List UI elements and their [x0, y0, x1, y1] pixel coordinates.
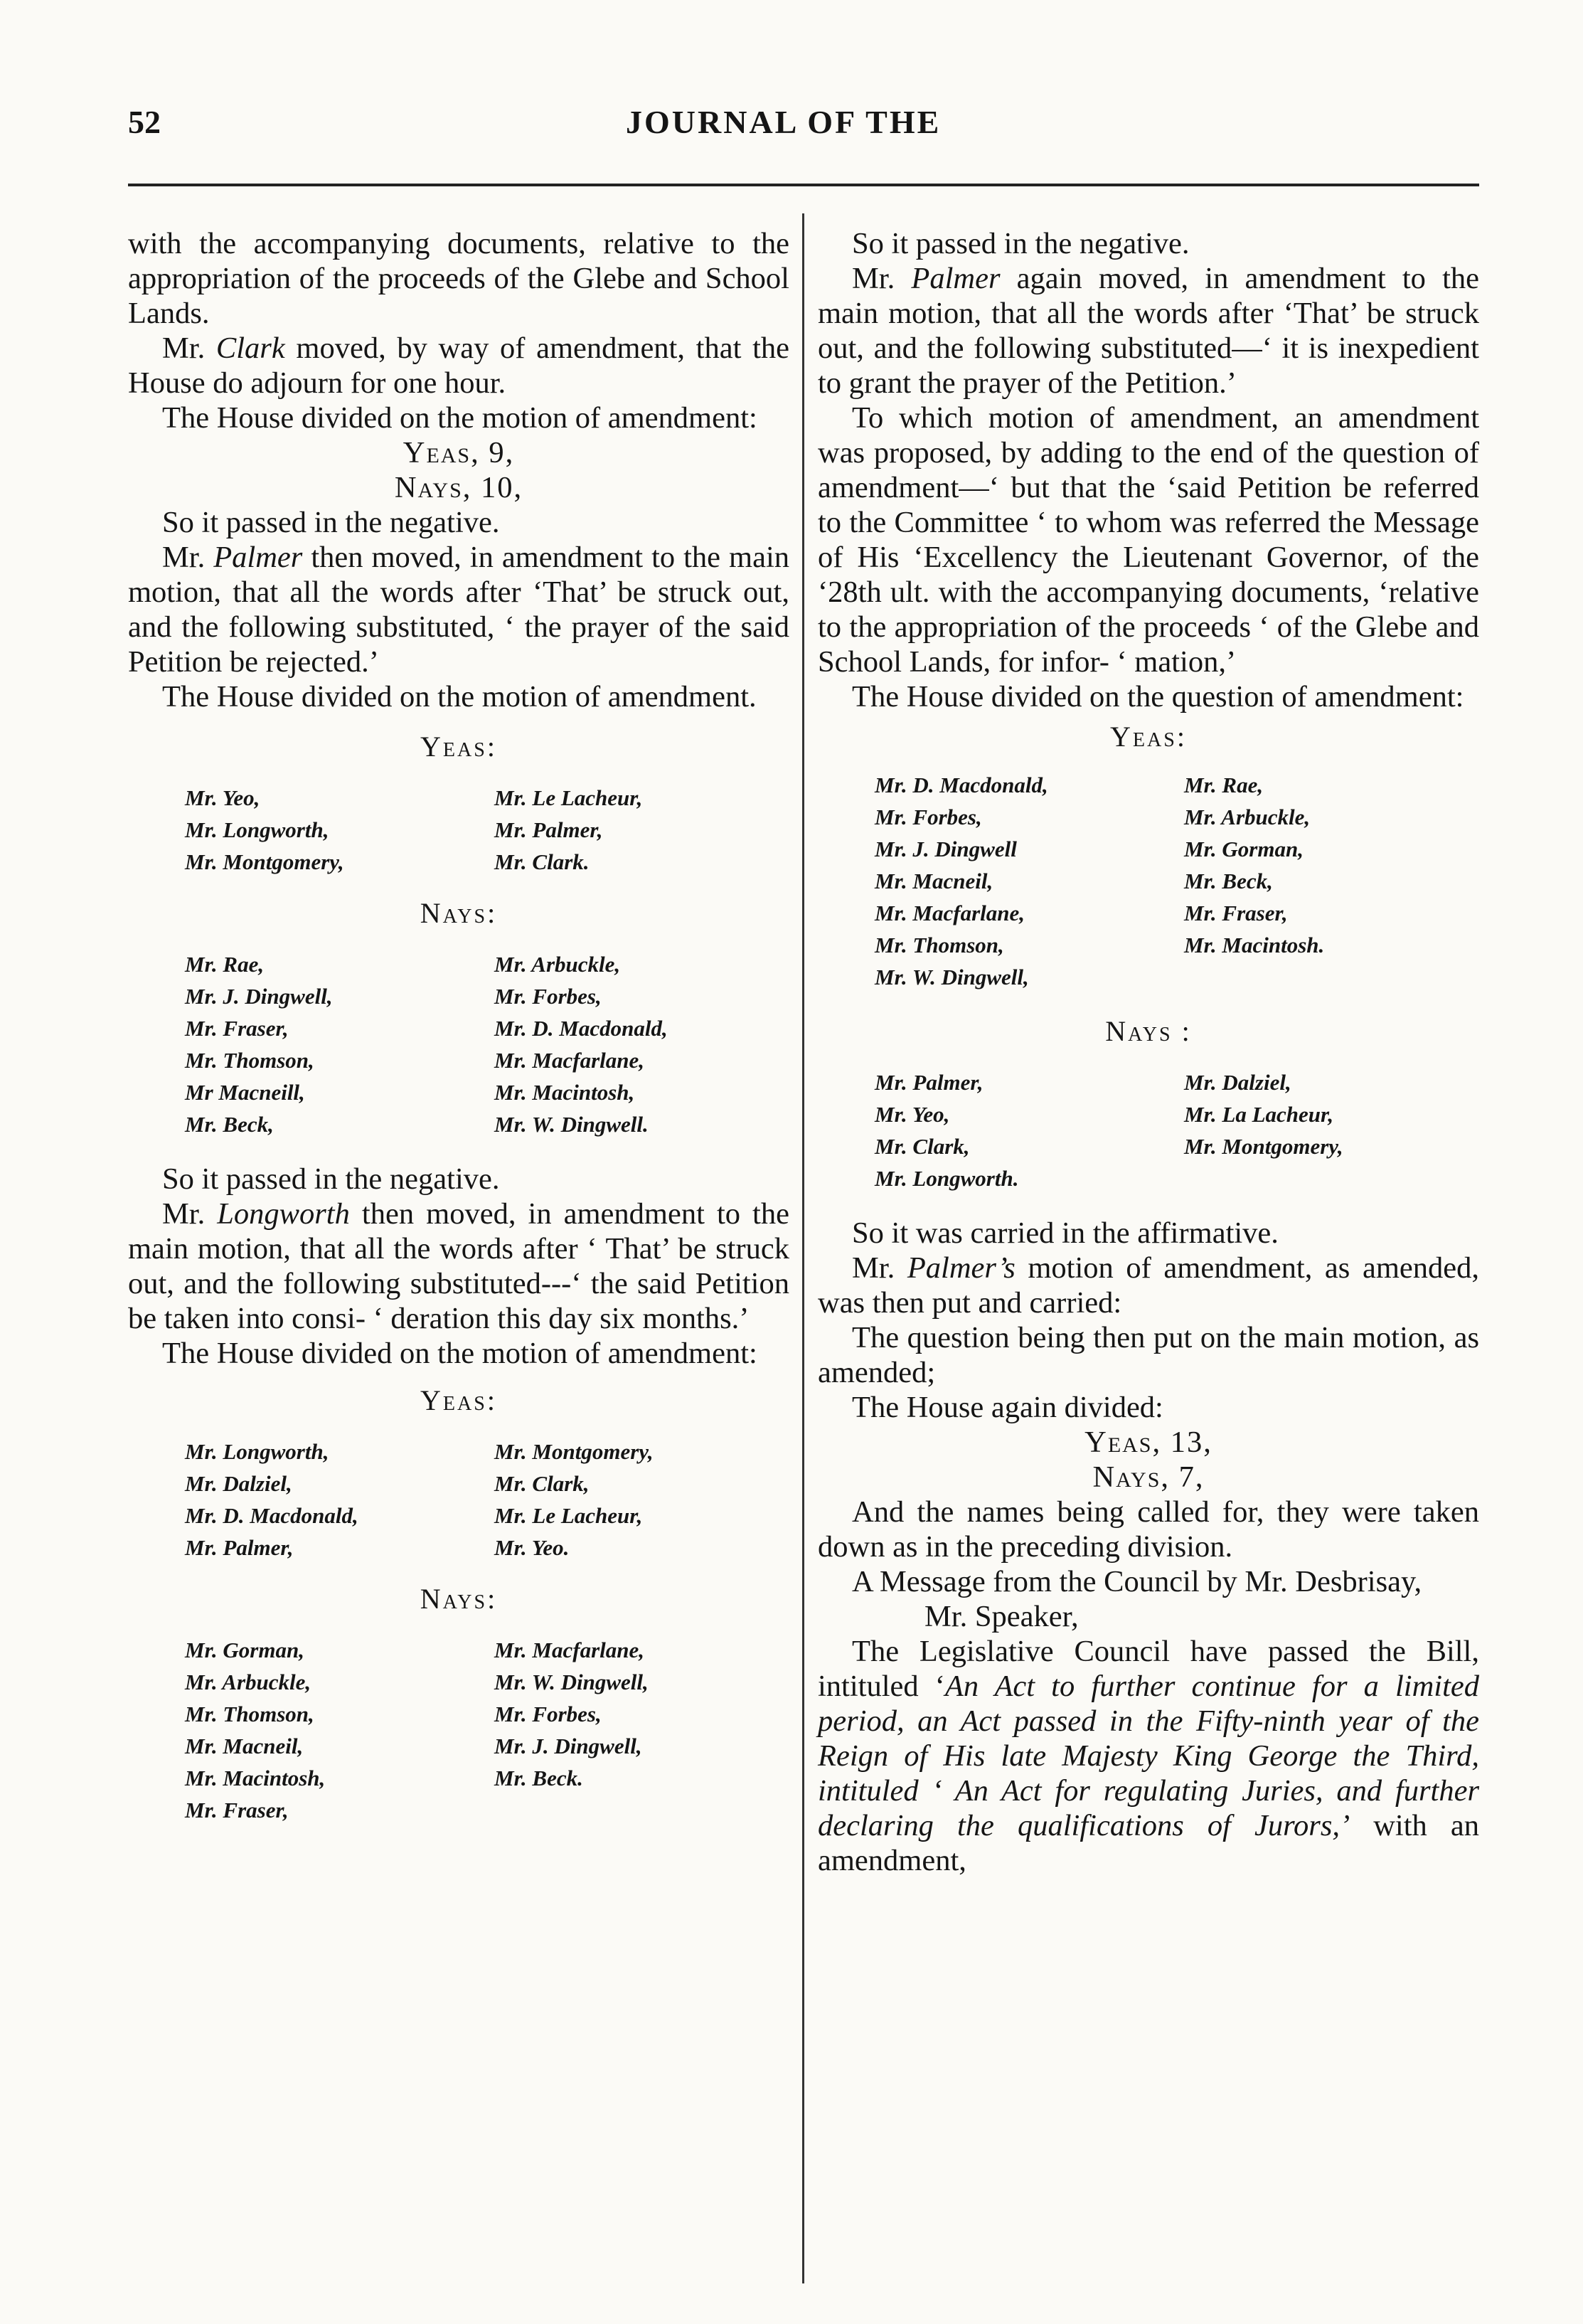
member-name: Mr. Yeo.	[494, 1535, 570, 1560]
member-name	[494, 1794, 789, 1826]
member-name: Mr. D. Macdonald,	[875, 773, 1048, 797]
member-name: Mr. Montgomery,	[494, 1439, 654, 1464]
member-name: Mr. Dalziel,	[1184, 1070, 1291, 1095]
member-name: Mr. Macintosh.	[1184, 933, 1325, 957]
paragraph: Mr. Clark moved, by way of amendment, that the House do adjourn for one hour.	[128, 331, 789, 400]
member-name: Mr. Yeo,	[875, 1102, 950, 1127]
paragraph: So it passed in the negative.	[162, 1162, 500, 1196]
member-name: Mr. W. Dingwell,	[875, 965, 1029, 989]
yeas-count: Yeas, 13,	[1084, 1426, 1212, 1459]
yeas-heading: Yeas:	[420, 731, 497, 763]
member-name: Mr. Thomson,	[185, 1048, 314, 1073]
paragraph: A Message from the Council by Mr. Desbrisay,	[852, 1565, 1422, 1598]
paragraph: Mr. Palmer’s motion of amendment, as amended, was then put and carried:	[818, 1251, 1479, 1320]
page-number: 52	[128, 104, 161, 140]
member-name: Mr. Dalziel,	[185, 1471, 292, 1496]
member-name: Mr. Macfarlane,	[494, 1638, 644, 1662]
member-name: Mr. Le Lacheur,	[494, 785, 643, 810]
member-name: Mr. Yeo,	[185, 785, 260, 810]
paragraph: Mr. Palmer again moved, in amendment to the main motion, that all the words after ‘That’ be struck out, and the following substituted—‘ it is inexpedient to grant the prayer of the Petition.’	[818, 262, 1479, 400]
yeas-heading: Yeas:	[420, 1384, 497, 1416]
member-name: Mr. Arbuckle,	[185, 1670, 311, 1694]
member-name: Mr. Macneil,	[875, 869, 993, 893]
paragraph: To which motion of amendment, an amendment was proposed, by adding to the end of the question of amendment—‘ but that the ‘said Petition be referred to the Committee ‘ to whom was referred the Message of His ‘Excellency the Lieutenant Governor, of the ‘28th ult. with the accompanying documents, ‘relative to the appropriation of the proceeds ‘ of the Glebe and School Lands, for infor- ‘ mation,’	[818, 401, 1479, 679]
member-name: Mr. La Lacheur,	[1184, 1102, 1334, 1127]
nays-heading: Nays:	[420, 897, 498, 929]
member-name: Mr. Palmer,	[875, 1070, 984, 1095]
left-column	[128, 226, 789, 1826]
paragraph: The question being then put on the main motion, as amended;	[818, 1321, 1479, 1389]
member-name: Mr. Gorman,	[185, 1638, 304, 1662]
paragraph: with the accompanying documents, relative to the appropriation of the proceeds of the Glebe and School Lands.	[128, 227, 789, 330]
member-name: Mr. J. Dingwell,	[494, 1734, 642, 1758]
paragraph: The House again divided:	[852, 1391, 1163, 1424]
member-name	[1184, 1162, 1479, 1194]
member-name: Mr. Arbuckle,	[494, 952, 621, 977]
paragraph: The House divided on the motion of amendment:	[162, 401, 757, 435]
member-name: Mr. Palmer,	[494, 817, 603, 842]
member-name: Mr. J. Dingwell	[875, 837, 1017, 861]
speaker-address: Mr. Speaker,	[924, 1600, 1079, 1633]
member-name: Mr. Arbuckle,	[1184, 805, 1311, 829]
paragraph: The House divided on the motion of amendment:	[162, 1337, 757, 1370]
member-name: Mr. Forbes,	[494, 984, 602, 1009]
member-name: Mr. D. Macdonald,	[494, 1016, 668, 1041]
member-name: Mr. Clark.	[494, 849, 590, 874]
member-name: Mr. D. Macdonald,	[185, 1503, 358, 1528]
member-name: Mr. Beck,	[185, 1112, 274, 1137]
paragraph: The Legislative Council have passed the Bill, intituled ‘An Act to further continue for a limited period, an Act passed in the Fifty-ninth year of the Reign of His late Majesty King George the Third, intituled ‘ An Act for regulating Juries, and further declaring the qualifications of Jurors,’ with an amendment,	[818, 1635, 1480, 1877]
member-name: Mr. Clark,	[494, 1471, 590, 1496]
member-name: Mr Macneill,	[185, 1080, 305, 1105]
member-name: Mr. W. Dingwell.	[494, 1112, 649, 1137]
paragraph: So it passed in the negative.	[852, 227, 1190, 260]
member-name: Mr. Macfarlane,	[875, 901, 1025, 925]
paragraph: So it passed in the negative.	[162, 506, 500, 539]
member-name: Mr. W. Dingwell,	[494, 1670, 649, 1694]
paragraph: Mr. Longworth then moved, in amendment to the main motion, that all the words after ‘ That’ be struck out, and the following substituted---‘ the said Petition be taken into consi- ‘ deration this day six months.’	[128, 1197, 789, 1335]
member-name: Mr. Montgomery,	[1184, 1134, 1343, 1159]
member-name: Mr. Rae,	[185, 952, 265, 977]
yeas-list	[128, 782, 789, 878]
column-divider	[802, 213, 804, 2283]
member-name	[1184, 961, 1479, 993]
nays-count: Nays, 10,	[394, 471, 523, 504]
member-name: Mr. Beck,	[1184, 869, 1273, 893]
member-name: Mr. Forbes,	[494, 1702, 602, 1726]
member-name: Mr. Forbes,	[875, 805, 982, 829]
member-name: Mr. Macfarlane,	[494, 1048, 644, 1073]
right-column	[818, 226, 1479, 1878]
member-name: Mr. Longworth,	[185, 1439, 329, 1464]
member-name: Mr. Beck.	[494, 1766, 583, 1790]
member-name: Mr. Fraser,	[1184, 901, 1288, 925]
paragraph: The House divided on the question of amendment:	[852, 680, 1464, 713]
nays-heading: Nays:	[420, 1583, 498, 1615]
page-header	[128, 103, 1479, 160]
member-name: Mr. Macintosh,	[494, 1080, 635, 1105]
running-title: JOURNAL OF THE	[626, 104, 942, 140]
yeas-list	[818, 769, 1479, 993]
member-name: Mr. Fraser,	[185, 1016, 289, 1041]
paragraph: Mr. Palmer then moved, in amendment to the main motion, that all the words after ‘That’ be struck out, and the following substituted, ‘ the prayer of the said Petition be rejected.’	[128, 541, 789, 679]
header-rule	[128, 184, 1479, 186]
member-name: Mr. Clark,	[875, 1134, 970, 1159]
nays-list	[128, 948, 789, 1140]
member-name: Mr. Le Lacheur,	[494, 1503, 643, 1528]
yeas-count: Yeas, 9,	[403, 436, 515, 469]
nays-list	[128, 1634, 789, 1826]
member-name: Mr. Gorman,	[1184, 837, 1304, 861]
nays-count: Nays, 7,	[1092, 1460, 1205, 1494]
member-name: Mr. Longworth.	[875, 1166, 1019, 1191]
member-name: Mr. Longworth,	[185, 817, 329, 842]
member-name: Mr. Montgomery,	[185, 849, 344, 874]
paragraph: And the names being called for, they were taken down as in the preceding division.	[818, 1495, 1479, 1564]
member-name: Mr. Rae,	[1184, 773, 1264, 797]
nays-heading: Nays :	[1105, 1015, 1192, 1047]
nays-list	[818, 1066, 1479, 1194]
member-name: Mr. J. Dingwell,	[185, 984, 333, 1009]
paragraph: The House divided on the motion of amendment.	[162, 680, 757, 713]
member-name: Mr. Fraser,	[185, 1798, 289, 1822]
paragraph: So it was carried in the affirmative.	[852, 1216, 1279, 1250]
yeas-heading: Yeas:	[1110, 721, 1187, 753]
member-name: Mr. Palmer,	[185, 1535, 294, 1560]
member-name: Mr. Thomson,	[185, 1702, 314, 1726]
yeas-list	[128, 1436, 789, 1564]
member-name: Mr. Thomson,	[875, 933, 1004, 957]
member-name: Mr. Macneil,	[185, 1734, 304, 1758]
member-name: Mr. Macintosh,	[185, 1766, 326, 1790]
